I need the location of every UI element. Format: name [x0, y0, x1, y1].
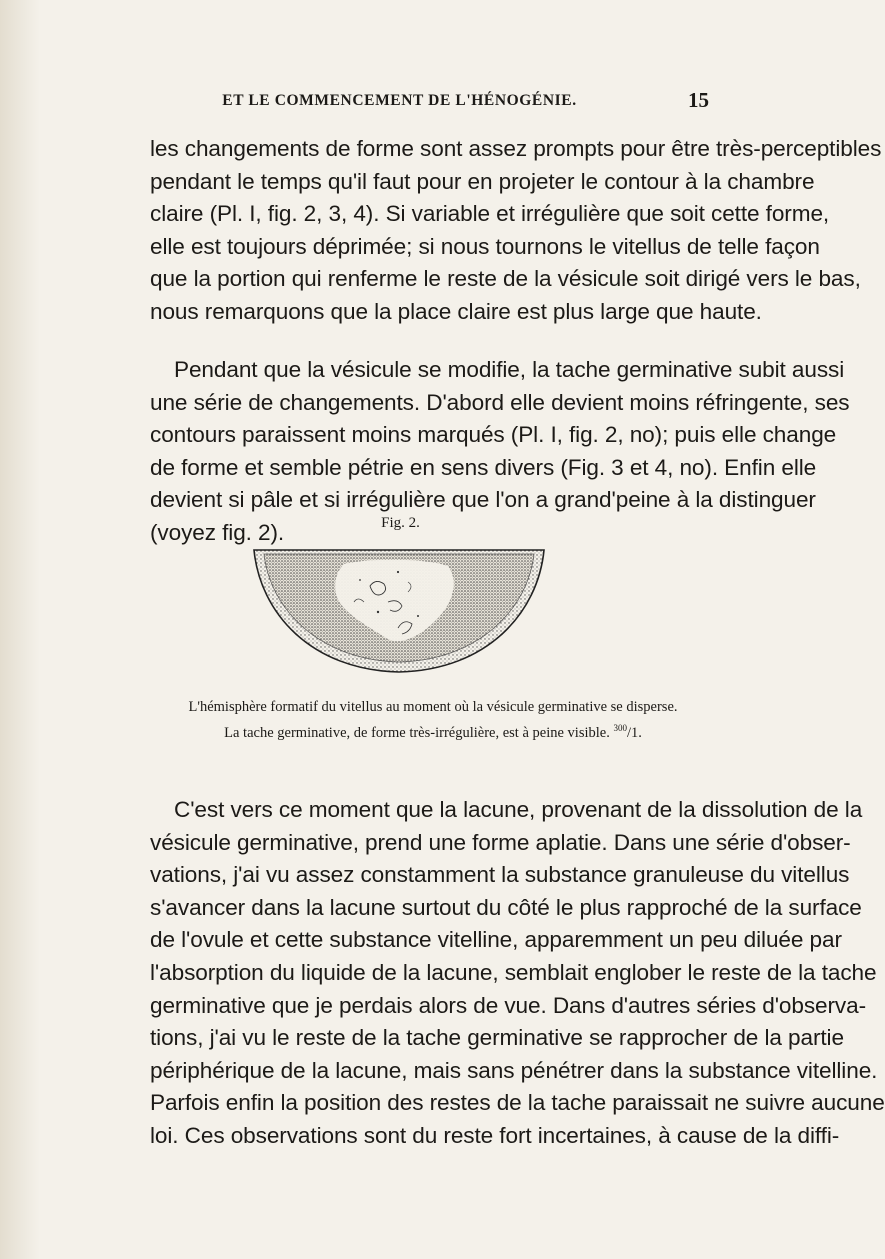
text-line: de forme et semble pétrie en sens divers (Fig. 3 et 4, no). Enfin elle — [150, 454, 817, 480]
figure-illustration — [248, 542, 550, 680]
running-title: ET LE COMMENCEMENT DE L'HÉNOGÉNIE. — [222, 92, 577, 109]
text-line: une série de changements. D'abord elle devient moins réfringente, ses — [150, 389, 850, 415]
text-line: tions, j'ai vu le reste de la tache germinative se rapprocher de la partie — [150, 1025, 844, 1051]
magnification-denominator: /1. — [626, 724, 642, 741]
caption-line: L'hémisphère formatif du vitellus au moment où la vésicule germinative se disperse. — [188, 699, 678, 715]
text-line: claire (Pl. I, fig. 2, 3, 4). Si variable et irrégulière que soit cette forme, — [150, 201, 830, 227]
magnification-numerator: 300 — [613, 723, 627, 733]
text-line: pendant le temps qu'il faut pour en projeter le contour à la chambre — [150, 168, 815, 194]
text-line: Parfois enfin la position des restes de la tache paraissait ne suivre aucune — [150, 1090, 885, 1116]
text-line: de l'ovule et cette substance vitelline, apparemment un peu diluée par — [150, 927, 842, 953]
text-line: Pendant que la vésicule se modifie, la tache germinative subit aussi — [174, 357, 845, 382]
text-line: loi. Ces observations sont du reste fort incertaines, à cause de la diffi- — [150, 1122, 840, 1148]
text-line: vésicule germinative, prend une forme aplatie. Dans une série d'obser- — [150, 829, 851, 855]
text-line: les changements de forme sont assez prompts pour être très-perceptibles — [150, 136, 882, 161]
text-line: nous remarquons que la place claire est plus large que haute. — [150, 298, 762, 324]
page-scan-edge — [0, 0, 40, 1259]
text-line: C'est vers ce moment que la lacune, provenant de la dissolution de la — [174, 797, 863, 822]
page-number: 15 — [688, 88, 709, 112]
paragraph-3 — [150, 794, 885, 1153]
text-line: s'avancer dans la lacune surtout du côté le plus rapproché de la surface — [150, 894, 862, 920]
hemisphere-drawing — [248, 542, 550, 680]
text-line: vations, j'ai vu assez constamment la substance granuleuse du vitellus — [150, 862, 850, 888]
text-line: germinative que je perdais alors de vue. Dans d'autres séries d'observa- — [150, 992, 867, 1018]
text-line: elle est toujours déprimée; si nous tournons le vitellus de telle façon — [150, 233, 820, 259]
paragraph-1 — [150, 133, 882, 329]
text-line: (voyez fig. 2). — [150, 519, 285, 545]
text-line: périphérique de la lacune, mais sans pénétrer dans la substance vitelline. — [150, 1057, 878, 1083]
text-line: l'absorption du liquide de la lacune, semblait englober le reste de la tache — [150, 959, 877, 985]
caption-line-text: La tache germinative, de forme très-irrégulière, est à peine visible. — [224, 724, 610, 741]
figure-caption — [150, 697, 716, 744]
text-line: devient si pâle et si irrégulière que l'on a grand'peine à la distinguer — [150, 487, 816, 513]
caption-line — [150, 718, 716, 744]
text-line: contours paraissent moins marqués (Pl. I, fig. 2, no); puis elle change — [150, 422, 837, 448]
page-header — [150, 88, 709, 116]
figure-label: Fig. 2. — [381, 515, 420, 531]
text-line: que la portion qui renferme le reste de la vésicule soit dirigé vers le bas, — [150, 266, 861, 292]
